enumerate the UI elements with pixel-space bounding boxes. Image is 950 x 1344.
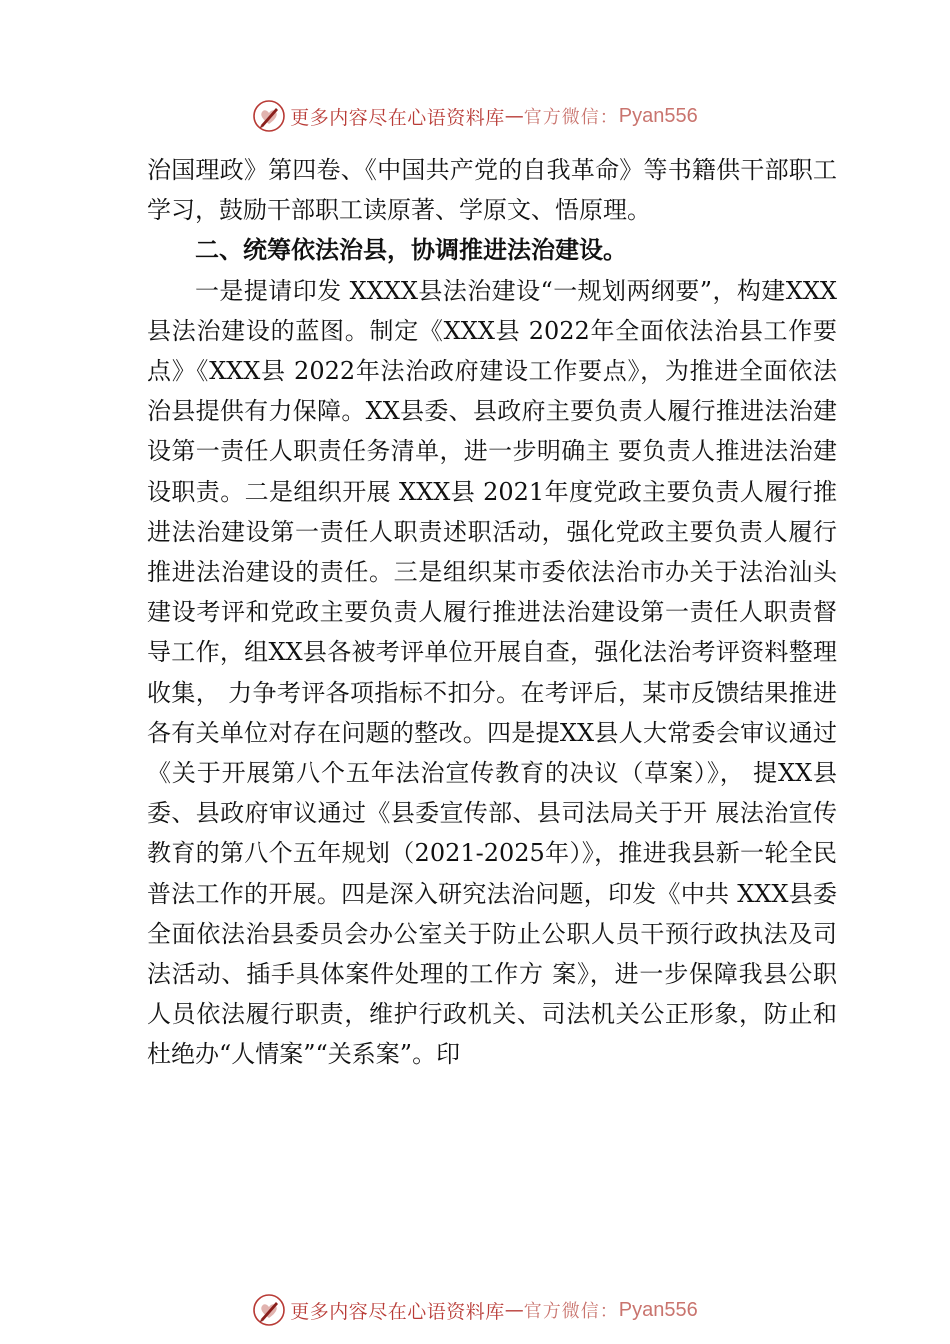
banner-wechat-id: Pyan556	[618, 104, 698, 127]
banner-sub-text: 官方微信：	[523, 1301, 619, 1322]
banner-wechat-id: Pyan556	[618, 1298, 698, 1321]
paragraph-continued: 治国理政》第四卷、《中国共产党的自我革命》等书籍供干部职工学习，鼓励干部职工读原著、学原文、悟原理。	[147, 156, 837, 225]
pen-heart-logo-icon	[252, 99, 286, 133]
document-body	[147, 150, 837, 1075]
pen-heart-logo-icon	[252, 1293, 286, 1327]
banner-main-text: 更多内容尽在心语资料库	[290, 106, 505, 129]
banner-main-text: 更多内容尽在心语资料库	[290, 1300, 505, 1323]
banner-sub-text: 官方微信：	[523, 107, 619, 128]
section-heading: 二、统筹依法治县，协调推进法治建设。	[195, 236, 627, 265]
header-banner	[0, 96, 950, 136]
banner-dash: —	[504, 1299, 524, 1321]
paragraph-body: 一是提请印发 XXXX县法治建设“一规划两纲要”，构建XXX县法治建设的蓝图。制定《XXX县 2022年全面依法治县工作要点》《XXX县 2022年法治政府建设工作要点》，为推进全面依法治县提供有力保障。XX县委、县政府主要负责人履行推进法治建设第一责任人职责任务清单，进一步明确主 要负责人推进法治建设职责。二是组织开展 XXX县 2021年度党政主要负责人履行推进法治建设第一责任人职责述职活动，强化党政主要负责人履行推进法治建设的责任。三是组织某市委依法治市办关于法治汕头建设考评和党政主要负责人履行推进法治建设第一责任人职责督导工作，组XX县各被考评单位开展自查，强化法治考评资料整理收集， 力争考评各项指标不扣分。在考评后，某市反馈结果推进 各有关单位对存在问题的整改。四是提XX县人大常委会审议通过《关于开展第八个五年法治宣传教育的决议（草案）》， 提XX县委、县政府审议通过《县委宣传部、县司法局关于开 展法治宣传教育的第八个五年规划（2021-2025年）》，推进我县新一轮全民普法工作的开展。四是深入研究法治问题，印发《中共 XXX县委全面依法治县委员会办公室关于防止公职人员干预行政执法及司法活动、插手具体案件处理的工作方 案》，进一步保障我县公职人员依法履行职责，维护行政机关、司法机关公正形象，防止和杜绝办“人情案”“关系案”。印	[147, 276, 837, 1069]
banner-dash: —	[504, 105, 524, 127]
footer-banner	[0, 1290, 950, 1330]
